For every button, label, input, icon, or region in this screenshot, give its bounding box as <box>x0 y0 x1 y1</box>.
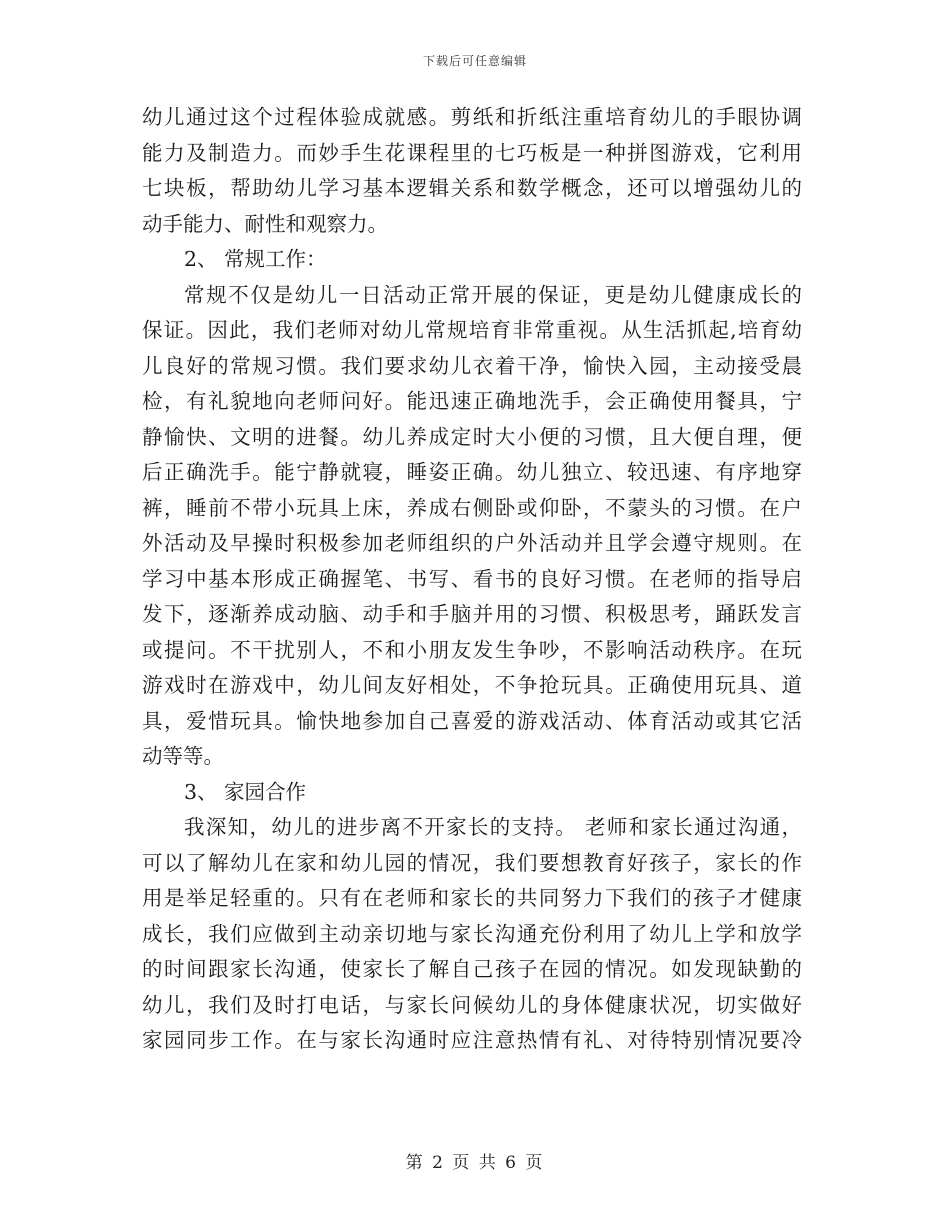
text-line: 家园同步工作。在与家长沟通时应注意热情有礼、对待特别情况要冷 <box>142 1028 802 1052</box>
text-line: 动等等。 <box>142 744 224 768</box>
text-line: 裤，睡前不带小玩具上床，养成右侧卧或仰卧，不蒙头的习惯。在户 <box>142 495 802 520</box>
text-line: 七块板，帮助幼儿学习基本逻辑关系和数学概念，还可以增强幼儿的 <box>142 176 802 200</box>
text-line: 我深知，幼儿的进步离不开家长的支持。 老师和家长通过沟通， <box>184 815 802 839</box>
text-line: 学习中基本形成正确握笔、书写、看书的良好习惯。在老师的指导启 <box>142 566 802 591</box>
text-line: 静愉快、文明的进餐。幼儿养成定时大小便的习惯，且大便自理，便 <box>142 424 802 449</box>
text-line: 的时间跟家长沟通，使家长了解自己孩子在园的情况。如发现缺勤的 <box>142 957 802 981</box>
text-line: 具，爱惜玩具。愉快地参加自己喜爱的游戏活动、体育活动或其它活 <box>142 708 802 733</box>
text-line: 幼儿通过这个过程体验成就感。剪纸和折纸注重培育幼儿的手眼协调 <box>142 105 802 129</box>
text-line: 检，有礼貌地向老师问好。能迅速正确地洗手，会正确使用餐具，宁 <box>142 389 802 413</box>
text-line: 外活动及早操时积极参加老师组织的户外活动并且学会遵守规则。在 <box>142 531 802 555</box>
text-line: 动手能力、耐性和观察力。 <box>142 211 388 236</box>
text-line: 保证。因此，我们老师对幼儿常规培育非常重视。从生活抓起,培育幼 <box>142 318 802 342</box>
text-line: 可以了解幼儿在家和幼儿园的情况，我们要想教育好孩子，家长的作 <box>142 850 802 875</box>
text-line: 发下，逐渐养成动脑、动手和手脑并用的习惯、积极思考，踊跃发言 <box>142 602 802 626</box>
text-line: 成长，我们应做到主动亲切地与家长沟通充份利用了幼儿上学和放学 <box>142 921 802 946</box>
page-number-footer: 第 2 页 共 6 页 <box>405 1153 545 1173</box>
text-line: 用是举足轻重的。只有在老师和家长的共同努力下我们的孩子才健康 <box>142 886 802 910</box>
text-line: 2、 常规工作： <box>184 247 327 271</box>
text-line: 能力及制造力。而妙手生花课程里的七巧板是一种拼图游戏，它利用 <box>142 140 802 165</box>
text-line: 后正确洗手。能宁静就寝，睡姿正确。幼儿独立、较迅速、有序地穿 <box>142 460 802 484</box>
text-line: 常规不仅是幼儿一日活动正常开展的保证，更是幼儿健康成长的 <box>184 282 802 307</box>
text-line: 或提问。不干扰别人，不和小朋友发生争吵，不影响活动秩序。在玩 <box>142 637 802 662</box>
page-header: 下载后可任意编辑 <box>422 54 527 68</box>
text-line: 游戏时在游戏中，幼儿间友好相处，不争抢玩具。正确使用玩具、道 <box>142 673 802 697</box>
text-line: 3、 家园合作 <box>184 779 307 804</box>
text-line: 幼儿，我们及时打电话，与家长问候幼儿的身体健康状况，切实做好 <box>142 992 802 1017</box>
document-body <box>142 100 802 1059</box>
text-line: 儿良好的常规习惯。我们要求幼儿衣着干净，愉快入园，主动接受晨 <box>142 353 802 378</box>
